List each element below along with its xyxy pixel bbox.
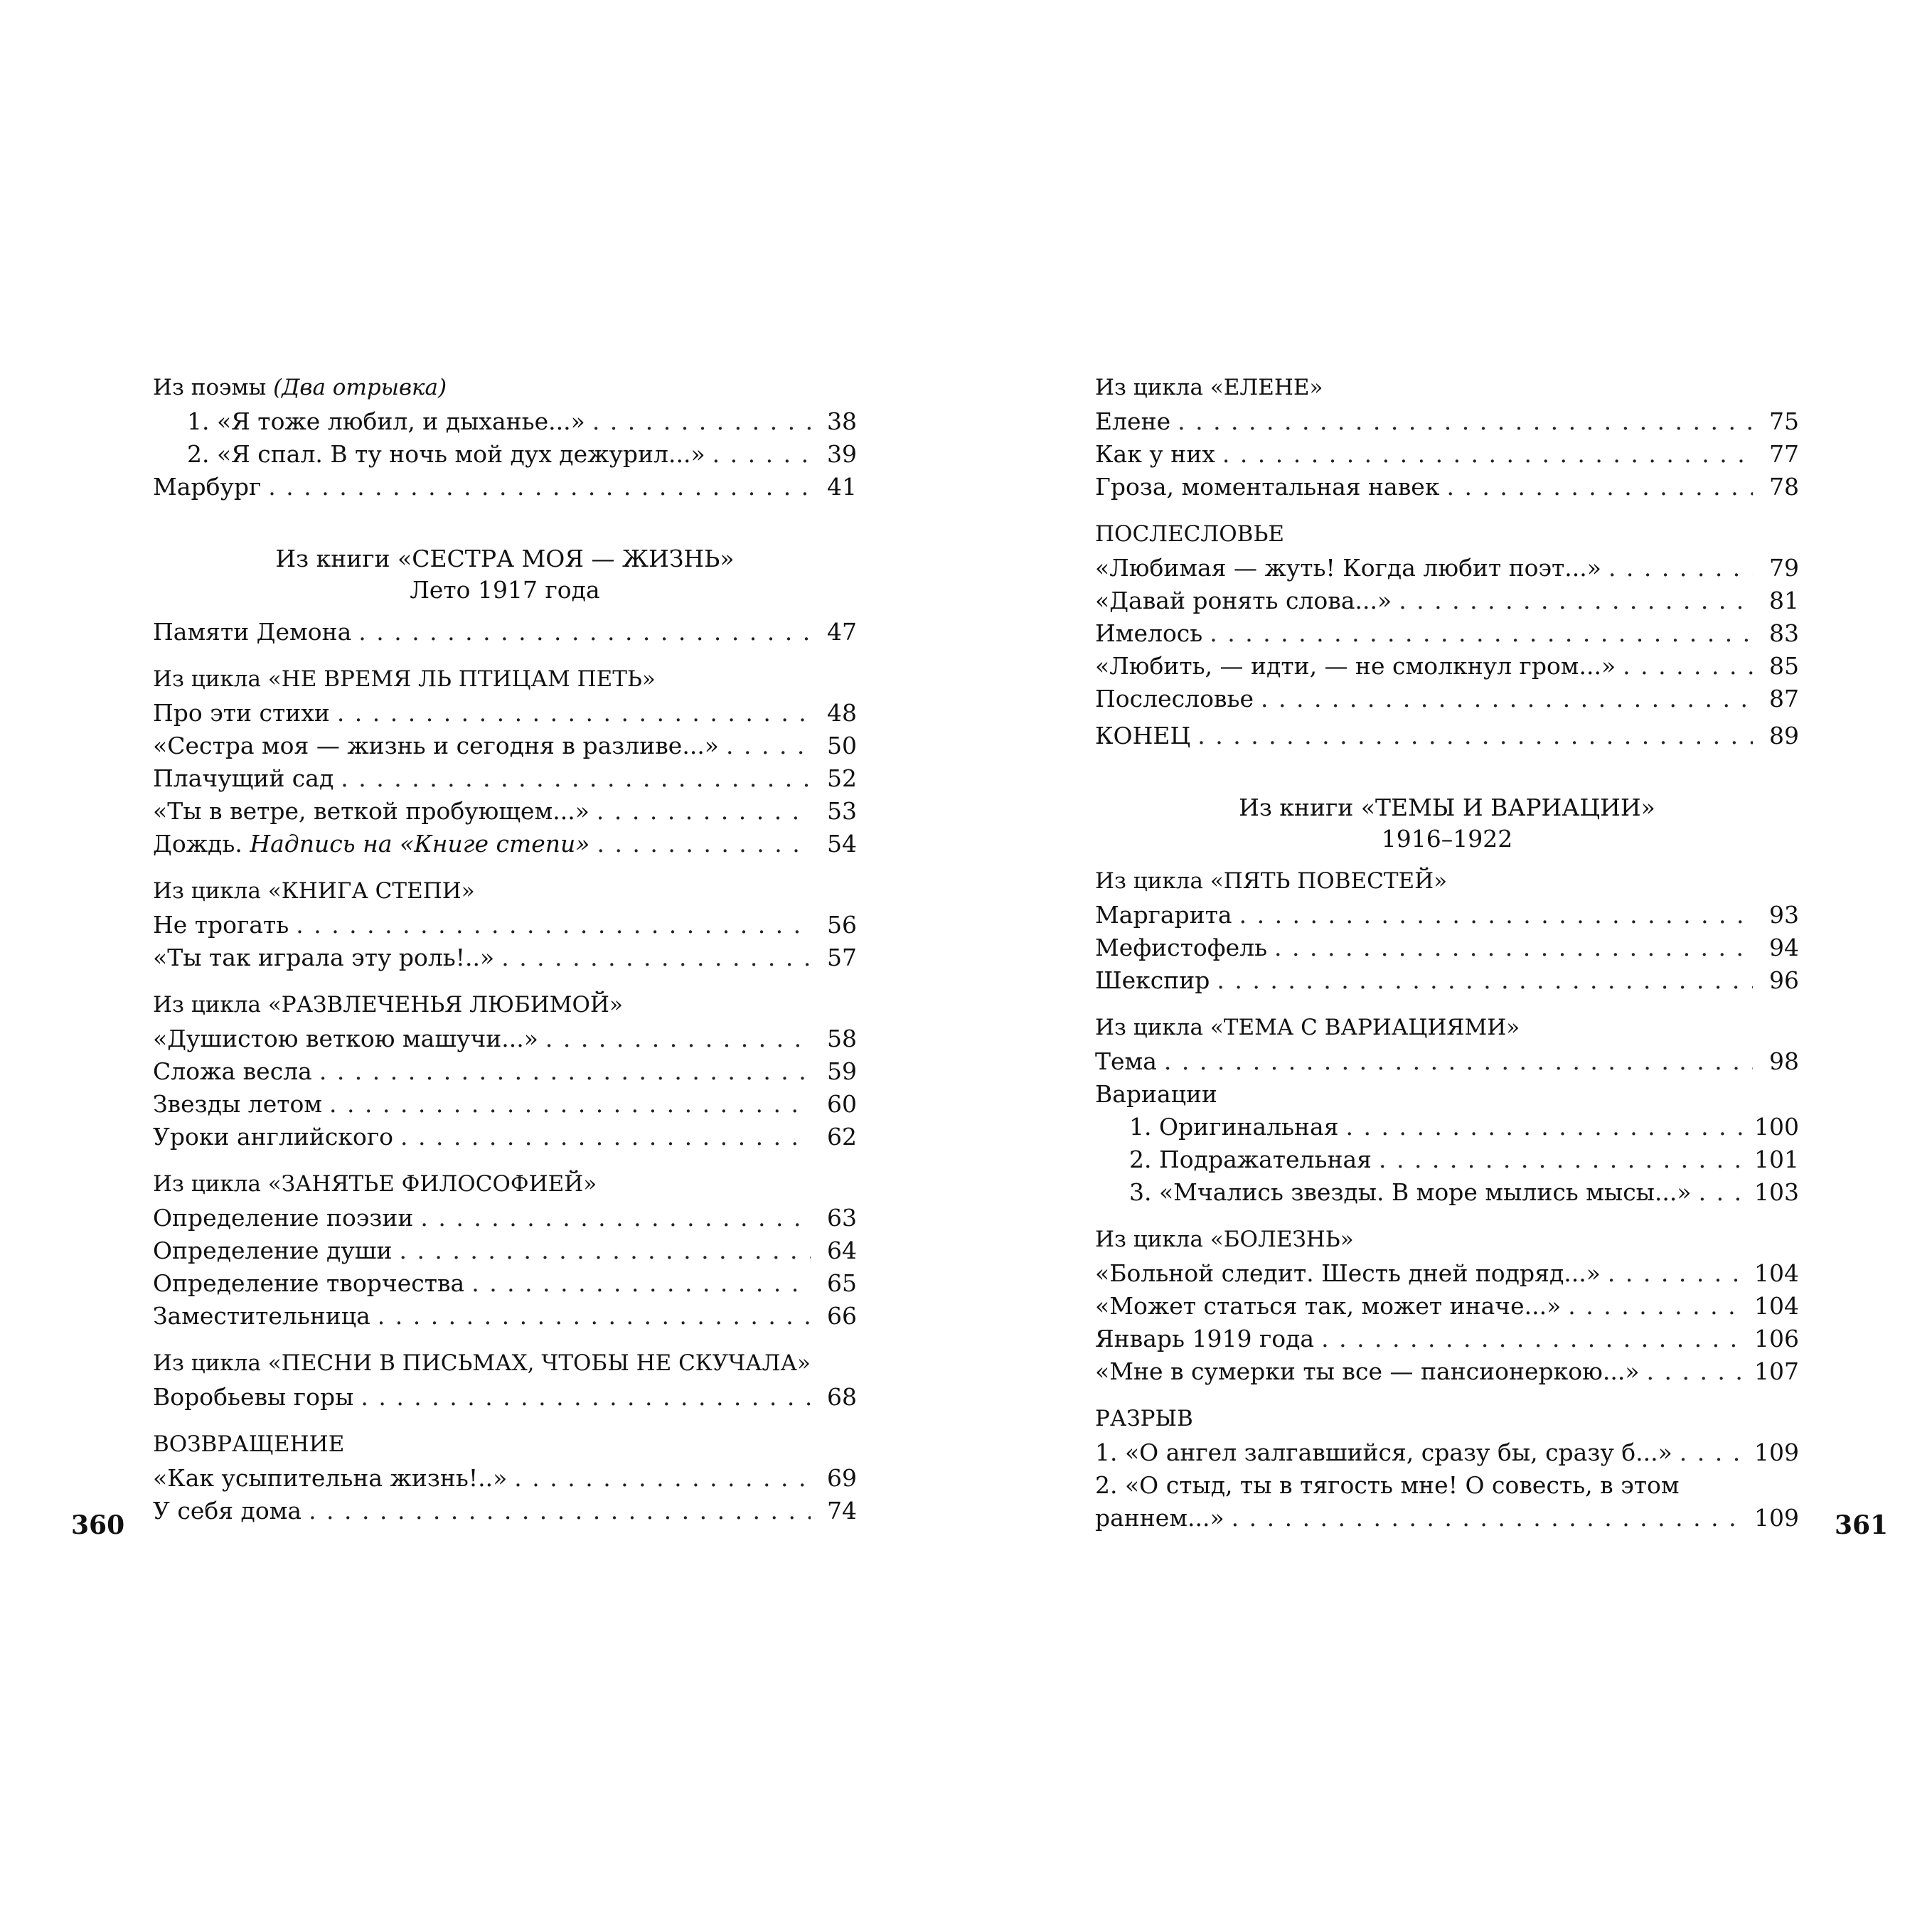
dot-leader xyxy=(1379,1143,1747,1176)
dot-leader xyxy=(1232,1502,1747,1535)
dot-leader xyxy=(378,1300,811,1333)
dot-leader xyxy=(358,616,811,649)
cycle-heading: ПОСЛЕСЛОВЬЕ xyxy=(1095,521,1284,547)
toc-entry[interactable]: «Любить, — идти, — не смолкнул гром...» . . . 85 xyxy=(1095,650,1799,683)
toc-entry[interactable]: У себя дома . . . 74 xyxy=(153,1495,857,1527)
dot-leader xyxy=(501,941,811,974)
toc-entry[interactable]: «Как усыпительна жизнь!..» . . . 69 xyxy=(153,1462,857,1495)
dot-leader xyxy=(1222,438,1753,471)
right-page-toc xyxy=(1095,371,1799,1535)
cycle-heading: ВОЗВРАЩЕНИЕ xyxy=(153,1431,345,1457)
left-page-toc xyxy=(153,371,857,1527)
toc-entry[interactable]: Имелось . . . 83 xyxy=(1095,617,1799,650)
toc-entry[interactable]: КОНЕЦ . . . 89 xyxy=(1095,720,1799,752)
cycle-heading: Из цикла «КНИГА СТЕПИ» xyxy=(153,878,475,904)
dot-leader xyxy=(1346,1111,1747,1143)
toc-entry[interactable]: «Душистою веткою машучи...» . . . 58 xyxy=(153,1023,857,1055)
dot-leader xyxy=(514,1462,811,1495)
dot-leader xyxy=(726,730,811,762)
dot-leader xyxy=(361,1381,811,1414)
dot-leader xyxy=(592,405,811,438)
cycle-heading: РАЗРЫВ xyxy=(1095,1406,1193,1431)
dot-leader xyxy=(1274,932,1753,964)
toc-entry[interactable]: «Ты в ветре, веткой пробующем...» . . . 53 xyxy=(153,795,857,828)
cycle-heading: Из цикла «РАЗВЛЕЧЕНЬЯ ЛЮБИМОЙ» xyxy=(153,992,623,1018)
cycle-heading: Из цикла «БОЛЕЗНЬ» xyxy=(1095,1227,1354,1252)
book-heading: Из книги «ТЕМЫ И ВАРИАЦИИ» 1916–1922 xyxy=(1239,794,1655,853)
dot-leader xyxy=(268,471,811,503)
dot-leader xyxy=(1608,1257,1747,1290)
dot-leader xyxy=(319,1055,811,1088)
dot-leader xyxy=(1321,1323,1747,1355)
dot-leader xyxy=(1680,1436,1747,1469)
toc-entry[interactable]: Тема . . . 98 xyxy=(1095,1045,1799,1078)
toc-entry[interactable]: Уроки английского . . . 62 xyxy=(153,1121,857,1153)
dot-leader xyxy=(471,1267,811,1300)
variations-label: Вариации xyxy=(1095,1080,1217,1108)
dot-leader xyxy=(1399,585,1753,617)
cycle-heading: Из цикла «ЗАНЯТЬЕ ФИЛОСОФИЕЙ» xyxy=(153,1171,597,1197)
dot-leader xyxy=(597,795,811,828)
dot-leader xyxy=(420,1202,811,1234)
toc-entry[interactable]: 3. «Мчались звезды. В море мылись мысы...» . . . 103 xyxy=(1095,1176,1799,1209)
toc-entry[interactable]: 2. Подражательная . . . 101 xyxy=(1095,1143,1799,1176)
page-number-left: 360 xyxy=(71,1510,125,1540)
toc-entry[interactable]: 2. «Я спал. В ту ночь мой дух дежурил...» . . . 39 xyxy=(153,438,857,471)
toc-entry[interactable]: «Давай ронять слова...» . . . 81 xyxy=(1095,585,1799,617)
dot-leader xyxy=(329,1088,811,1121)
toc-entry[interactable]: «Может статься так, может иначе...» . . . 104 xyxy=(1095,1290,1799,1323)
dot-leader xyxy=(1261,683,1753,715)
toc-entry[interactable]: Послесловье . . . 87 xyxy=(1095,683,1799,715)
toc-entry[interactable]: Мефистофель . . . 94 xyxy=(1095,932,1799,964)
toc-entry[interactable]: Про эти стихи . . . 48 xyxy=(153,697,857,730)
toc-entry[interactable]: «Мне в сумерки ты все — пансионеркою...» . . . 107 xyxy=(1095,1355,1799,1388)
dot-leader xyxy=(309,1495,811,1527)
toc-entry[interactable]: «Больной следит. Шесть дней подряд...» . . . 104 xyxy=(1095,1257,1799,1290)
dot-leader xyxy=(1210,617,1753,650)
toc-entry[interactable]: Елене . . . 75 xyxy=(1095,405,1799,438)
dot-leader xyxy=(400,1121,811,1153)
cycle-heading: Из цикла «НЕ ВРЕМЯ ЛЬ ПТИЦАМ ПЕТЬ» xyxy=(153,666,656,692)
dot-leader xyxy=(341,762,811,795)
cycle-heading: Из цикла «ПЕСНИ В ПИСЬМАХ, ЧТОБЫ НЕ СКУЧАЛА» xyxy=(153,1350,811,1376)
dot-leader xyxy=(399,1234,811,1267)
dot-leader xyxy=(1197,720,1753,752)
poem-heading: Из поэмы (Два отрывка) xyxy=(153,375,447,400)
toc-entry[interactable]: 1. «О ангел залгавшийся, сразу бы, сразу б...» . . . 109 xyxy=(1095,1436,1799,1469)
toc-entry[interactable]: «Сестра моя — жизнь и сегодня в разливе...» . . . 50 xyxy=(153,730,857,762)
toc-entry[interactable]: Марбург . . . 41 xyxy=(153,471,857,503)
book-heading: Из книги «СЕСТРА МОЯ — ЖИЗНЬ» Лето 1917 года xyxy=(275,545,735,604)
dot-leader xyxy=(1699,1176,1747,1209)
dot-leader xyxy=(1647,1355,1747,1388)
toc-entry[interactable]: «Ты так играла эту роль!..» . . . 57 xyxy=(153,941,857,974)
toc-entry[interactable]: 1. Оригинальная . . . 100 xyxy=(1095,1111,1799,1143)
toc-entry[interactable]: 1. «Я тоже любил, и дыханье...» . . . 38 xyxy=(153,405,857,438)
page-number-right: 361 xyxy=(1835,1510,1889,1540)
toc-entry[interactable]: Определение поэзии . . . 63 xyxy=(153,1202,857,1234)
dot-leader xyxy=(1217,964,1753,997)
dot-leader xyxy=(545,1023,811,1055)
toc-entry[interactable]: раннем...» . . . 109 xyxy=(1095,1502,1799,1535)
toc-entry[interactable]: Заместительница . . . 66 xyxy=(153,1300,857,1333)
toc-entry[interactable]: Январь 1919 года . . . 106 xyxy=(1095,1323,1799,1355)
cycle-heading: Из цикла «ТЕМА С ВАРИАЦИЯМИ» xyxy=(1095,1015,1520,1040)
toc-entry[interactable]: «Любимая — жуть! Когда любит поэт...» . . . 79 xyxy=(1095,552,1799,585)
cycle-heading: Из цикла «ЕЛЕНЕ» xyxy=(1095,375,1323,400)
dot-leader xyxy=(1239,899,1753,932)
dot-leader xyxy=(1164,1045,1753,1078)
toc-entry[interactable]: Памяти Демона . . . 47 xyxy=(153,616,857,649)
dot-leader xyxy=(1623,650,1753,683)
dot-leader xyxy=(1568,1290,1747,1323)
dot-leader xyxy=(1608,552,1753,585)
cycle-heading: Из цикла «ПЯТЬ ПОВЕСТЕЙ» xyxy=(1095,868,1448,894)
toc-entry[interactable]: Маргарита . . . 93 xyxy=(1095,899,1799,932)
toc-entry[interactable]: Как у них . . . 77 xyxy=(1095,438,1799,471)
dot-leader xyxy=(296,909,811,941)
toc-entry[interactable]: Не трогать . . . 56 xyxy=(153,909,857,941)
toc-entry[interactable]: Определение души . . . 64 xyxy=(153,1234,857,1267)
toc-entry[interactable]: Шекспир . . . 96 xyxy=(1095,964,1799,997)
toc-entry[interactable]: Воробьевы горы . . . 68 xyxy=(153,1381,857,1414)
toc-entry[interactable]: Гроза, моментальная навек . . . 78 xyxy=(1095,471,1799,503)
toc-entry[interactable]: Звезды летом . . . 60 xyxy=(153,1088,857,1121)
toc-entry-line1[interactable]: 2. «О стыд, ты в тягость мне! О совесть, в этом xyxy=(1095,1471,1680,1499)
toc-entry[interactable]: Сложа весла . . . 59 xyxy=(153,1055,857,1088)
toc-entry[interactable]: Плачущий сад . . . 52 xyxy=(153,762,857,795)
dot-leader xyxy=(1178,405,1753,438)
dot-leader xyxy=(597,828,811,860)
toc-entry[interactable]: Дождь. Надпись на «Книге степи» . . . 54 xyxy=(153,828,857,860)
dot-leader xyxy=(337,697,811,730)
dot-leader xyxy=(1446,471,1753,503)
toc-entry[interactable]: Определение творчества . . . 65 xyxy=(153,1267,857,1300)
dot-leader xyxy=(713,438,811,471)
